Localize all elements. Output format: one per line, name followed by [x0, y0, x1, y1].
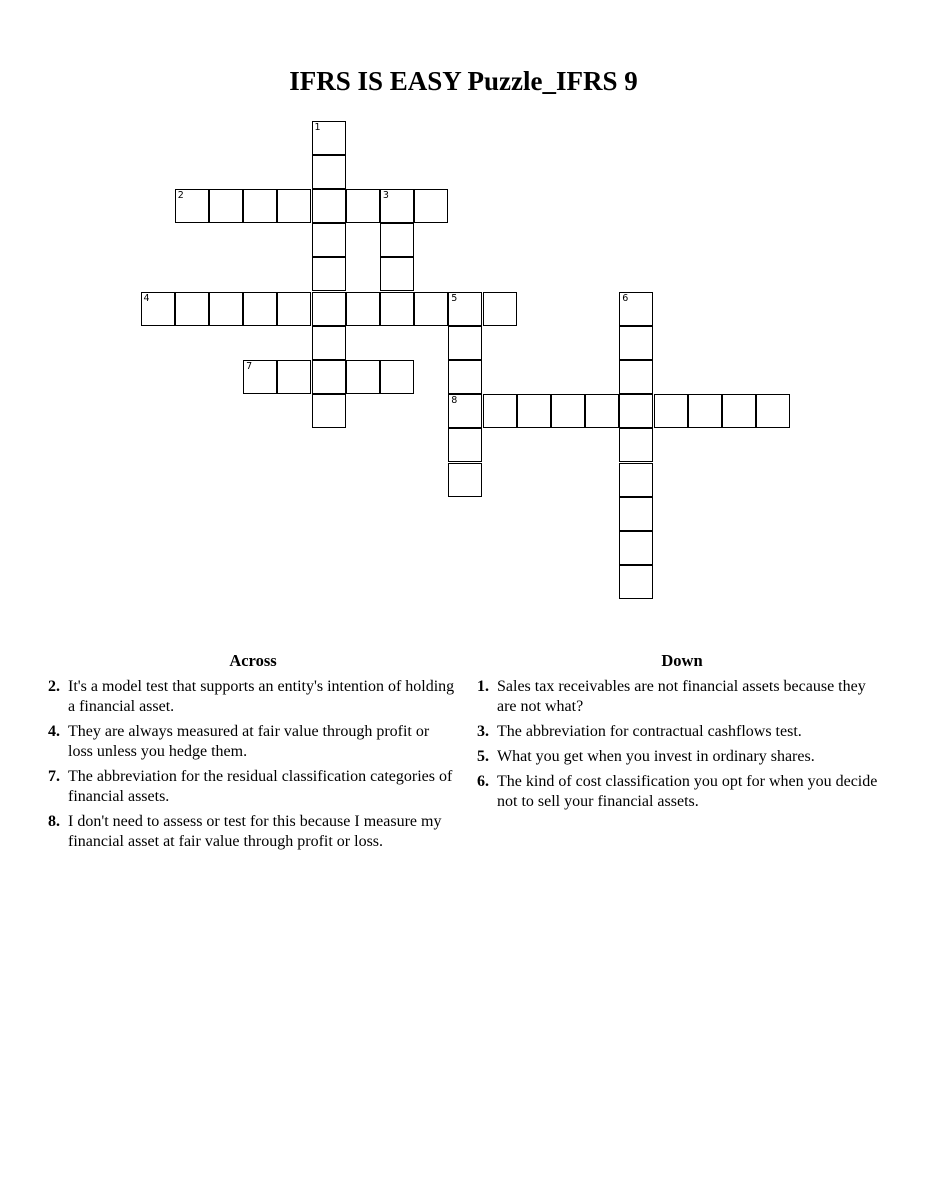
- grid-cell[interactable]: [619, 463, 653, 497]
- grid-cell[interactable]: [380, 223, 414, 257]
- grid-cell[interactable]: [277, 189, 311, 223]
- clue-number: 8.: [48, 813, 60, 830]
- puzzle-title: IFRS IS EASY Puzzle_IFRS 9: [289, 66, 638, 96]
- grid-cell[interactable]: [243, 292, 277, 326]
- cell-number: 3: [382, 189, 389, 201]
- cell-number: 5: [451, 292, 458, 304]
- grid-cell[interactable]: [414, 189, 448, 223]
- clue-number: 6.: [477, 773, 489, 790]
- down-clue: [477, 772, 887, 812]
- grid-cell[interactable]: [517, 394, 551, 428]
- down-clue: [477, 677, 887, 717]
- cell-number: 4: [143, 292, 150, 304]
- down-clue: [477, 747, 887, 767]
- grid-cell[interactable]: [277, 292, 311, 326]
- grid-cell[interactable]: [756, 394, 790, 428]
- grid-cell[interactable]: [277, 360, 311, 394]
- grid-cell[interactable]: [346, 292, 380, 326]
- grid-cell[interactable]: [312, 223, 346, 257]
- clue-text: The kind of cost classification you opt for when you decide not to sell your financial assets.: [497, 773, 878, 810]
- clue-text: Sales tax receivables are not financial assets because they are not what?: [497, 678, 866, 715]
- grid-cell[interactable]: [312, 394, 346, 428]
- clue-text: I don't need to assess or test for this because I measure my financial asset at fair value through profit or loss.: [68, 813, 442, 850]
- clue-number: 1.: [477, 678, 489, 695]
- grid-cell[interactable]: [346, 360, 380, 394]
- clue-text: What you get when you invest in ordinary shares.: [497, 748, 815, 765]
- grid-cell[interactable]: [312, 257, 346, 291]
- grid-cell[interactable]: [209, 292, 243, 326]
- clue-text: The abbreviation for the residual classification categories of financial assets.: [68, 768, 453, 805]
- across-heading: Across: [229, 651, 277, 670]
- grid-cell[interactable]: [688, 394, 722, 428]
- grid-cell[interactable]: [448, 326, 482, 360]
- clue-number: 7.: [48, 768, 60, 785]
- grid-cell[interactable]: [209, 189, 243, 223]
- grid-cell[interactable]: [312, 189, 346, 223]
- cell-number: 6: [622, 292, 629, 304]
- grid-cell[interactable]: [380, 292, 414, 326]
- grid-cell[interactable]: [619, 360, 653, 394]
- grid-cell[interactable]: [483, 394, 517, 428]
- cell-number: 1: [314, 121, 321, 133]
- across-clue: [48, 722, 458, 762]
- grid-cell[interactable]: [619, 394, 653, 428]
- grid-cell[interactable]: [722, 394, 756, 428]
- grid-cell[interactable]: [312, 360, 346, 394]
- grid-cell[interactable]: [619, 565, 653, 599]
- grid-cell[interactable]: [380, 257, 414, 291]
- clue-number: 5.: [477, 748, 489, 765]
- grid-cell[interactable]: [483, 292, 517, 326]
- grid-cell[interactable]: [243, 360, 277, 394]
- across-clue: [48, 677, 458, 717]
- grid-cell[interactable]: [414, 292, 448, 326]
- cell-number: 8: [451, 395, 458, 407]
- clue-text: The abbreviation for contractual cashflows test.: [497, 723, 802, 740]
- grid-cell[interactable]: [448, 292, 482, 326]
- grid-cell[interactable]: [312, 292, 346, 326]
- cell-number: 7: [246, 360, 253, 372]
- grid-cell[interactable]: [448, 463, 482, 497]
- down-clues: [477, 650, 887, 817]
- grid-cell[interactable]: [380, 360, 414, 394]
- grid-cell[interactable]: [619, 428, 653, 462]
- cell-number: 2: [177, 189, 184, 201]
- across-clues: [48, 650, 458, 857]
- grid-cell[interactable]: [619, 326, 653, 360]
- grid-cell[interactable]: [312, 155, 346, 189]
- grid-cell[interactable]: [312, 326, 346, 360]
- down-clue: [477, 722, 887, 742]
- across-clue: [48, 812, 458, 852]
- grid-cell[interactable]: [448, 360, 482, 394]
- grid-cell[interactable]: [448, 394, 482, 428]
- grid-cell[interactable]: [312, 121, 346, 155]
- across-clue: [48, 767, 458, 807]
- grid-cell[interactable]: [243, 189, 277, 223]
- grid-cell[interactable]: [619, 531, 653, 565]
- grid-cell[interactable]: [619, 497, 653, 531]
- grid-cell[interactable]: [175, 189, 209, 223]
- down-heading: Down: [661, 651, 703, 670]
- grid-cell[interactable]: [654, 394, 688, 428]
- grid-cell[interactable]: [175, 292, 209, 326]
- grid-cell[interactable]: [551, 394, 585, 428]
- grid-cell[interactable]: [380, 189, 414, 223]
- clue-text: They are always measured at fair value through profit or loss unless you hedge them.: [68, 723, 430, 760]
- grid-cell[interactable]: [585, 394, 619, 428]
- grid-cell[interactable]: [619, 292, 653, 326]
- clue-text: It's a model test that supports an entity's intention of holding a financial asset.: [68, 678, 455, 715]
- clue-number: 2.: [48, 678, 60, 695]
- grid-cell[interactable]: [448, 428, 482, 462]
- clue-number: 4.: [48, 723, 60, 740]
- grid-cell[interactable]: [141, 292, 175, 326]
- clue-number: 3.: [477, 723, 489, 740]
- grid-cell[interactable]: [346, 189, 380, 223]
